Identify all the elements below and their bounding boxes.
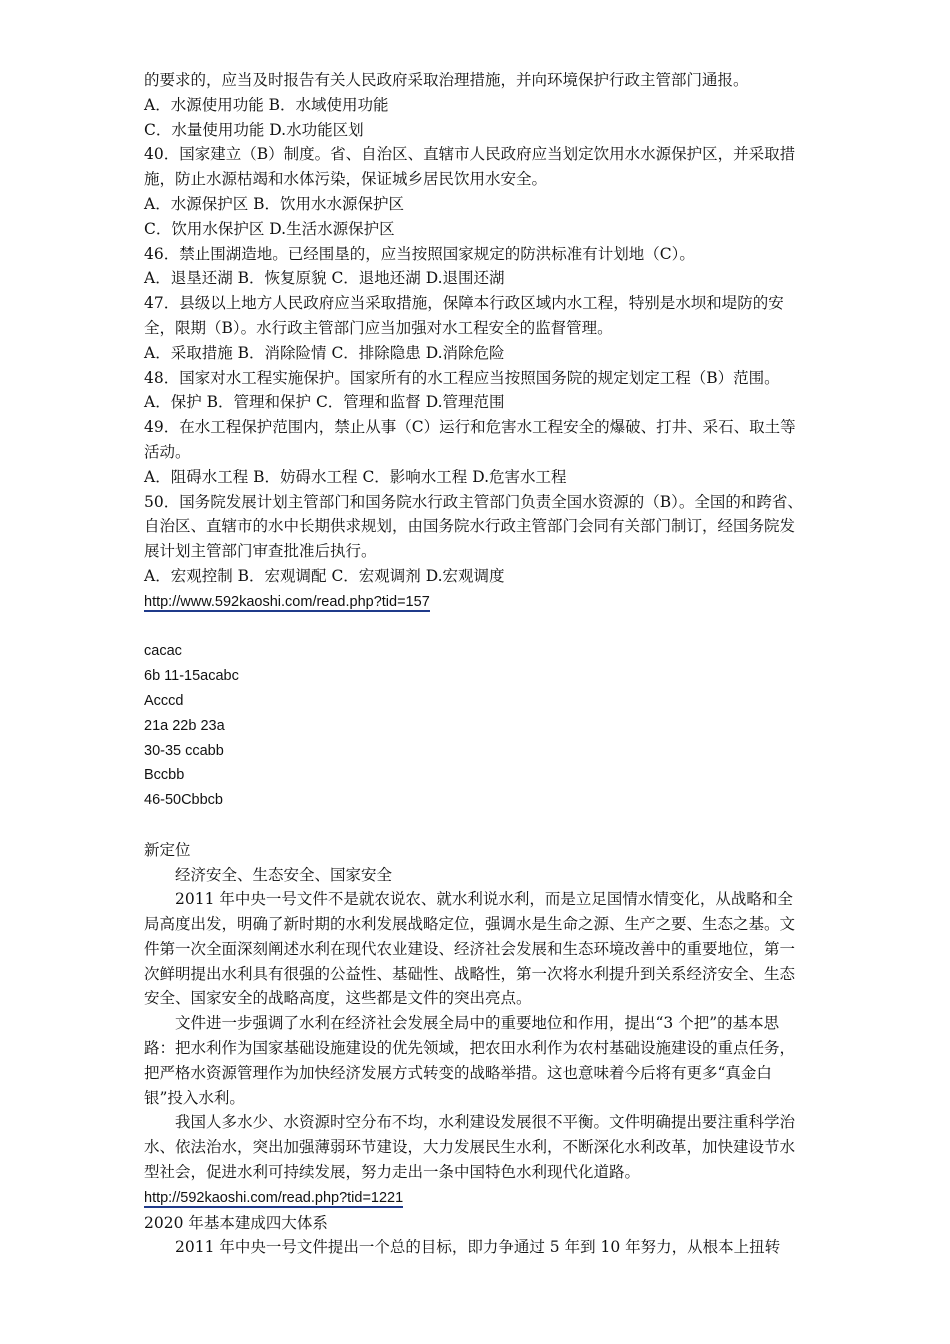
answer-options: A．保护 B．管理和保护 C．管理和监督 D.管理范围 [144, 393, 505, 412]
section-heading: 新定位 [144, 840, 191, 859]
section-subheading: 经济安全、生态安全、国家安全 [175, 865, 393, 884]
answer-options: C．水量使用功能 D.水功能区划 [144, 120, 364, 139]
question-50: 50．国务院发展计划主管部门和国务院水行政主管部门负责全国水资源的（B）。全国的和跨省、自治区、直辖市的水中长期供求规划，由国务院水行政主管部门会同有关部门制订，经国务院发展计划主管部门审查批准后执行。 [144, 492, 803, 561]
question-49: 49．在水工程保护范围内，禁止从事（C）运行和危害水工程安全的爆破、打井、采石、取土等活动。 [144, 418, 796, 461]
answer-key-line: Bccbb [144, 767, 185, 784]
document-body [144, 68, 808, 1260]
source-link[interactable]: http://www.592kaoshi.com/read.php?tid=157 [144, 593, 430, 610]
body-paragraph: 文件进一步强调了水利在经济社会发展全局中的重要地位和作用，提出“3 个把”的基本思路：把水利作为国家基础设施建设的优先领域，把农田水利作为农村基础设施建设的重点任务，把严格水资源管理作为加快经济发展方式转变的战略举措。这也意味着今后将有更多“真金白银”投入水利。 [144, 1014, 796, 1107]
body-paragraph: 2011 年中央一号文件提出一个总的目标，即力争通过 5 年到 10 年努力，从根本上扭转 [175, 1238, 781, 1257]
body-paragraph: 我国人多水少、水资源时空分布不均，水利建设发展很不平衡。文件明确提出要注重科学治水、依法治水，突出加强薄弱环节建设，大力发展民生水利，不断深化水利改革，加快建设节水型社会，促进水利可持续发展，努力走出一条中国特色水利现代化道路。 [144, 1113, 796, 1182]
answer-options: A．宏观控制 B．宏观调配 C．宏观调剂 D.宏观调度 [144, 566, 505, 585]
answer-key-line: 6b 11-15acabc [144, 668, 239, 685]
question-48: 48．国家对水工程实施保护。国家所有的水工程应当按照国务院的规定划定工程（B）范围。 [144, 368, 780, 387]
answer-options: A．采取措施 B．消除险情 C．排除隐患 D.消除危险 [144, 343, 505, 362]
answer-options: A．阻碍水工程 B．妨碍水工程 C．影响水工程 D.危害水工程 [144, 467, 567, 486]
source-link[interactable]: http://592kaoshi.com/read.php?tid=1221 [144, 1189, 404, 1206]
answer-key-line: Acccd [144, 692, 184, 709]
body-paragraph: 2011 年中央一号文件不是就农说农、就水利说水利，而是立足国情水情变化，从战略和全局高度出发，明确了新时期的水利发展战略定位，强调水是生命之源、生产之要、生态之基。文件第一次全面深刻阐述水利在现代农业建设、经济社会发展和生态环境改善中的重要地位，第一次鲜明提出水利具有很强的公益性、基础性、战略性，第一次将水利提升到关系经济安全、生态安全、国家安全的战略高度，这些都是文件的突出亮点。 [144, 890, 796, 1008]
question-47: 47．县级以上地方人民政府应当采取措施，保障本行政区域内水工程，特别是水坝和堤防的安全，限期（B）。水行政主管部门应当加强对水工程安全的监督管理。 [144, 294, 784, 337]
question-40: 40．国家建立（B）制度。省、自治区、直辖市人民政府应当划定饮用水水源保护区，并采取措施，防止水源枯竭和水体污染，保证城乡居民饮用水安全。 [144, 145, 796, 189]
answer-options: C．饮用水保护区 D.生活水源保护区 [144, 219, 395, 238]
answer-key-line: cacac [144, 643, 182, 660]
answer-options: A．水源使用功能 B．水域使用功能 [144, 95, 389, 114]
answer-options: A．水源保护区 B．饮用水水源保护区 [144, 194, 405, 213]
answer-key-line: 30-35 ccabb [144, 742, 224, 759]
answer-key-line: 21a 22b 23a [144, 717, 225, 734]
text-line: 的要求的，应当及时报告有关人民政府采取治理措施，并向环境保护行政主管部门通报。 [144, 71, 749, 89]
answer-key-line: 46-50Cbbcb [144, 792, 223, 809]
section-heading: 2020 年基本建成四大体系 [144, 1213, 328, 1232]
question-46: 46．禁止围湖造地。已经围垦的，应当按照国家规定的防洪标准有计划地（C）。 [144, 244, 695, 263]
answer-options: A．退垦还湖 B．恢复原貌 C．退地还湖 D.退围还湖 [144, 269, 505, 288]
